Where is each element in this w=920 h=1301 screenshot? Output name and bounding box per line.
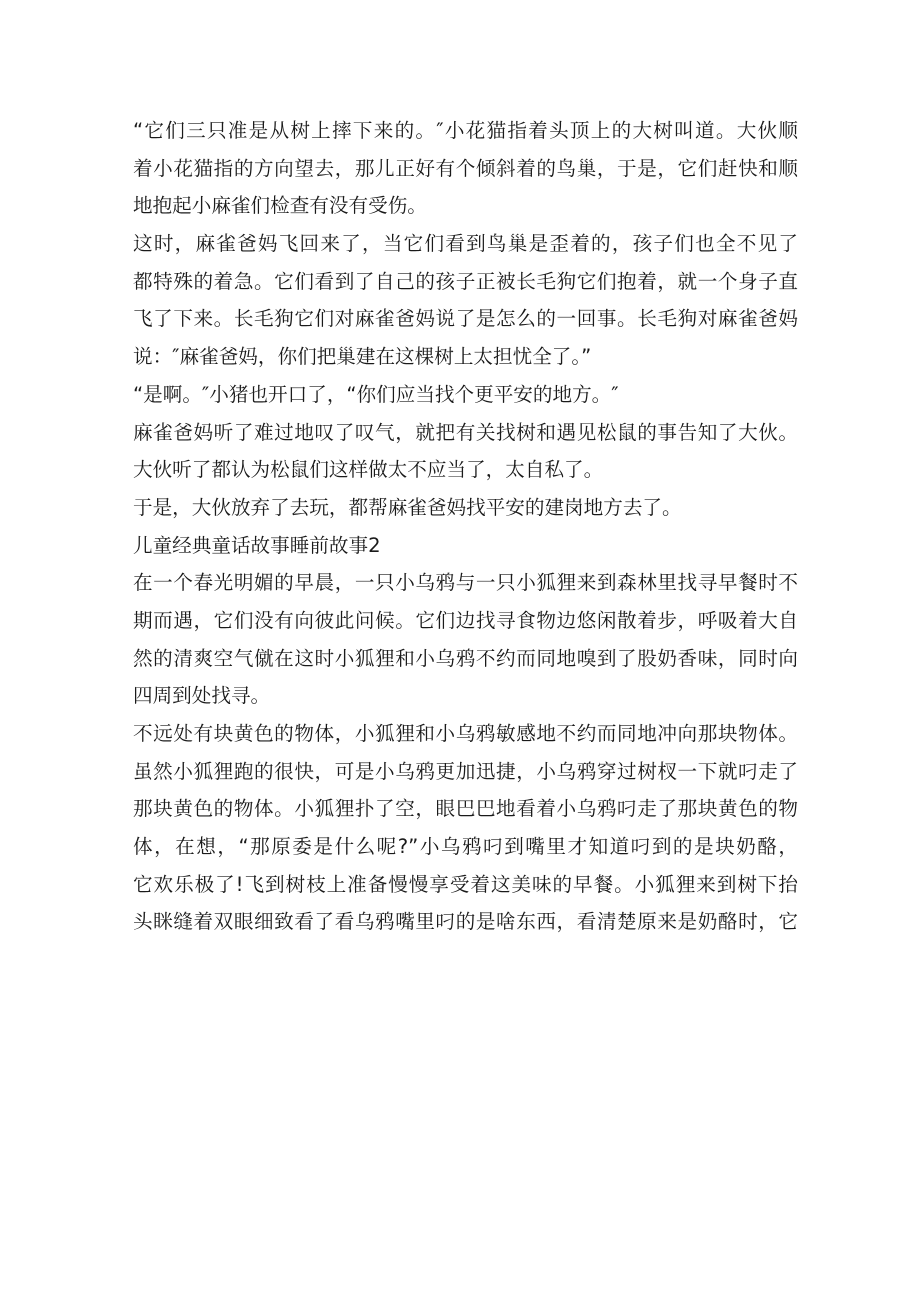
text-line: 期而遇，它们没有向彼此问候。它们边找寻食物边悠闲散着步，呼吸着大自 xyxy=(133,608,798,632)
text-line: 头眯缝着双眼细致看了看乌鸦嘴里叼的是啥东西，看清楚原来是奶酪时，它 xyxy=(133,910,798,934)
text-line: 那块黄色的物体。小狐狸扑了空，眼巴巴地看着小乌鸦叼走了那块黄色的物 xyxy=(133,797,798,821)
text-line: 于是，大伙放弃了去玩，都帮麻雀爸妈找平安的建岗地方去了。 xyxy=(133,495,682,519)
text-line: 然的清爽空气僦在这时小狐狸和小乌鸦不约而同地嗅到了股奶香味，同时向 xyxy=(133,646,798,670)
text-line: 麻雀爸妈听了难过地叹了叹气，就把有关找树和遇见松鼠的事告知了大伙。 xyxy=(133,420,798,444)
text-line: 说：″麻雀爸妈，你们把巢建在这棵树上太担忧全了。” xyxy=(133,345,592,369)
text-line: “它们三只准是从树上摔下来的。″小花猫指着头顶上的大树叫道。大伙顺 xyxy=(133,119,798,142)
text-line: 不远处有块黄色的物体，小狐狸和小乌鸦敏感地不约而同地冲向那块物体。 xyxy=(133,722,798,745)
text-line: 四周到处找寻。 xyxy=(133,684,271,708)
text-line: 地抱起小麻雀们检查有没有受伤。 xyxy=(133,194,427,218)
text-line: 飞了下来。长毛狗它们对麻雀爸妈说了是怎么的一回事。长毛狗对麻雀爸妈 xyxy=(133,307,798,331)
text-line: 着小花猫指的方向望去，那儿正好有个倾斜着的鸟巢，于是，它们赶快和顺 xyxy=(133,156,798,180)
story-text xyxy=(133,112,798,941)
text-line: 在一个春光明媚的早晨，一只小乌鸦与一只小狐狸来到森林里找寻早餐时不 xyxy=(133,571,798,595)
text-line: 虽然小狐狸跑的很快，可是小乌鸦更加迅捷，小乌鸦穿过树杈一下就叼走了 xyxy=(133,759,798,783)
text-line: “是啊。″小猪也开口了，“你们应当找个更平安的地方。″ xyxy=(133,382,619,406)
text-line: 这时，麻雀爸妈飞回来了，当它们看到鸟巢是歪着的，孩子们也全不见了 xyxy=(133,232,798,256)
text-line: 大伙听了都认为松鼠们这样做太不应当了，太自私了。 xyxy=(133,458,604,482)
text-line: 它欢乐极了!飞到树枝上准备慢慢享受着这美味的早餐。小狐狸来到树下抬 xyxy=(133,872,798,896)
text-line: 都特殊的着急。它们看到了自己的孩子正被长毛狗它们抱着，就一个身子直 xyxy=(133,269,798,293)
section-heading: 儿童经典童话故事睡前故事2 xyxy=(133,533,381,557)
text-line: 体，在想，“那原委是什么呢?”小乌鸦叼到嘴里才知道叼到的是块奶酪， xyxy=(133,835,798,859)
